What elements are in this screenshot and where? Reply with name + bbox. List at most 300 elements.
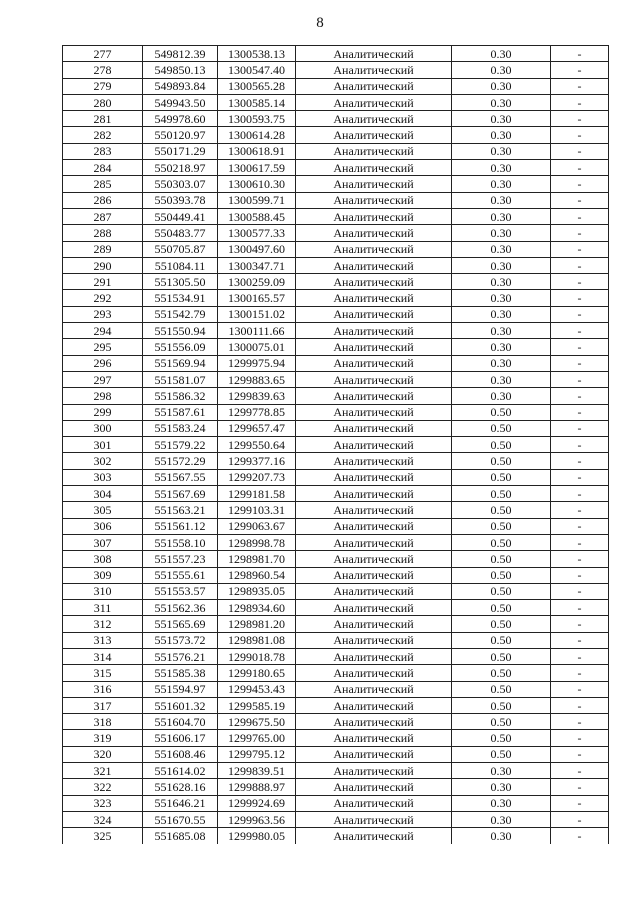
point-number-cell: 312 xyxy=(63,616,143,632)
note-cell: - xyxy=(551,62,609,78)
method-cell: Аналитический xyxy=(296,355,452,371)
y-coordinate-cell: 1300259.09 xyxy=(218,274,296,290)
y-coordinate-cell: 1300538.13 xyxy=(218,46,296,62)
method-cell: Аналитический xyxy=(296,828,452,844)
method-cell: Аналитический xyxy=(296,225,452,241)
accuracy-cell: 0.30 xyxy=(452,62,551,78)
accuracy-cell: 0.50 xyxy=(452,486,551,502)
table-row xyxy=(63,274,609,290)
y-coordinate-cell: 1298981.70 xyxy=(218,551,296,567)
x-coordinate-cell: 551542.79 xyxy=(143,306,218,322)
table-row xyxy=(63,127,609,143)
table-row xyxy=(63,241,609,257)
y-coordinate-cell: 1299795.12 xyxy=(218,746,296,762)
note-cell: - xyxy=(551,453,609,469)
note-cell: - xyxy=(551,46,609,62)
point-number-cell: 323 xyxy=(63,795,143,811)
point-number-cell: 298 xyxy=(63,388,143,404)
accuracy-cell: 0.50 xyxy=(452,502,551,518)
x-coordinate-cell: 551567.69 xyxy=(143,486,218,502)
x-coordinate-cell: 551562.36 xyxy=(143,600,218,616)
coordinates-table xyxy=(62,45,609,844)
x-coordinate-cell: 549812.39 xyxy=(143,46,218,62)
table-row xyxy=(63,795,609,811)
x-coordinate-cell: 551084.11 xyxy=(143,257,218,273)
x-coordinate-cell: 549893.84 xyxy=(143,78,218,94)
method-cell: Аналитический xyxy=(296,176,452,192)
table-row xyxy=(63,192,609,208)
y-coordinate-cell: 1299453.43 xyxy=(218,681,296,697)
point-number-cell: 283 xyxy=(63,143,143,159)
point-number-cell: 313 xyxy=(63,632,143,648)
accuracy-cell: 0.50 xyxy=(452,681,551,697)
point-number-cell: 307 xyxy=(63,534,143,550)
y-coordinate-cell: 1299675.50 xyxy=(218,714,296,730)
accuracy-cell: 0.50 xyxy=(452,518,551,534)
note-cell: - xyxy=(551,94,609,110)
x-coordinate-cell: 551555.61 xyxy=(143,567,218,583)
accuracy-cell: 0.50 xyxy=(452,616,551,632)
point-number-cell: 282 xyxy=(63,127,143,143)
table-row xyxy=(63,616,609,632)
table-row xyxy=(63,746,609,762)
note-cell: - xyxy=(551,257,609,273)
method-cell: Аналитический xyxy=(296,453,452,469)
x-coordinate-cell: 551670.55 xyxy=(143,811,218,827)
accuracy-cell: 0.30 xyxy=(452,828,551,844)
y-coordinate-cell: 1298935.05 xyxy=(218,583,296,599)
y-coordinate-cell: 1299839.63 xyxy=(218,388,296,404)
table-row xyxy=(63,78,609,94)
point-number-cell: 311 xyxy=(63,600,143,616)
method-cell: Аналитический xyxy=(296,241,452,257)
accuracy-cell: 0.50 xyxy=(452,648,551,664)
point-number-cell: 315 xyxy=(63,665,143,681)
table-row xyxy=(63,160,609,176)
note-cell: - xyxy=(551,437,609,453)
accuracy-cell: 0.30 xyxy=(452,241,551,257)
y-coordinate-cell: 1299888.97 xyxy=(218,779,296,795)
x-coordinate-cell: 551558.10 xyxy=(143,534,218,550)
x-coordinate-cell: 551567.55 xyxy=(143,469,218,485)
y-coordinate-cell: 1300075.01 xyxy=(218,339,296,355)
method-cell: Аналитический xyxy=(296,78,452,94)
method-cell: Аналитический xyxy=(296,437,452,453)
y-coordinate-cell: 1299103.31 xyxy=(218,502,296,518)
table-row xyxy=(63,290,609,306)
table-row xyxy=(63,502,609,518)
table-row xyxy=(63,257,609,273)
note-cell: - xyxy=(551,600,609,616)
y-coordinate-cell: 1299924.69 xyxy=(218,795,296,811)
note-cell: - xyxy=(551,404,609,420)
point-number-cell: 322 xyxy=(63,779,143,795)
point-number-cell: 284 xyxy=(63,160,143,176)
table-row xyxy=(63,486,609,502)
method-cell: Аналитический xyxy=(296,697,452,713)
note-cell: - xyxy=(551,714,609,730)
x-coordinate-cell: 551563.21 xyxy=(143,502,218,518)
y-coordinate-cell: 1300165.57 xyxy=(218,290,296,306)
accuracy-cell: 0.50 xyxy=(452,714,551,730)
y-coordinate-cell: 1299963.56 xyxy=(218,811,296,827)
point-number-cell: 293 xyxy=(63,306,143,322)
y-coordinate-cell: 1300347.71 xyxy=(218,257,296,273)
y-coordinate-cell: 1299975.94 xyxy=(218,355,296,371)
note-cell: - xyxy=(551,274,609,290)
accuracy-cell: 0.30 xyxy=(452,94,551,110)
accuracy-cell: 0.50 xyxy=(452,567,551,583)
point-number-cell: 280 xyxy=(63,94,143,110)
x-coordinate-cell: 551628.16 xyxy=(143,779,218,795)
table-row xyxy=(63,567,609,583)
x-coordinate-cell: 551646.21 xyxy=(143,795,218,811)
note-cell: - xyxy=(551,616,609,632)
point-number-cell: 319 xyxy=(63,730,143,746)
x-coordinate-cell: 551572.29 xyxy=(143,453,218,469)
accuracy-cell: 0.30 xyxy=(452,127,551,143)
note-cell: - xyxy=(551,697,609,713)
point-number-cell: 292 xyxy=(63,290,143,306)
accuracy-cell: 0.50 xyxy=(452,665,551,681)
y-coordinate-cell: 1299550.64 xyxy=(218,437,296,453)
accuracy-cell: 0.50 xyxy=(452,420,551,436)
point-number-cell: 287 xyxy=(63,208,143,224)
y-coordinate-cell: 1300593.75 xyxy=(218,111,296,127)
point-number-cell: 301 xyxy=(63,437,143,453)
accuracy-cell: 0.50 xyxy=(452,534,551,550)
accuracy-cell: 0.30 xyxy=(452,143,551,159)
accuracy-cell: 0.50 xyxy=(452,600,551,616)
x-coordinate-cell: 551573.72 xyxy=(143,632,218,648)
accuracy-cell: 0.50 xyxy=(452,551,551,567)
x-coordinate-cell: 551553.57 xyxy=(143,583,218,599)
method-cell: Аналитический xyxy=(296,746,452,762)
method-cell: Аналитический xyxy=(296,306,452,322)
table-row xyxy=(63,518,609,534)
point-number-cell: 304 xyxy=(63,486,143,502)
x-coordinate-cell: 551604.70 xyxy=(143,714,218,730)
note-cell: - xyxy=(551,323,609,339)
point-number-cell: 279 xyxy=(63,78,143,94)
y-coordinate-cell: 1299980.05 xyxy=(218,828,296,844)
point-number-cell: 309 xyxy=(63,567,143,583)
table-row xyxy=(63,811,609,827)
table-row xyxy=(63,404,609,420)
y-coordinate-cell: 1299018.78 xyxy=(218,648,296,664)
y-coordinate-cell: 1300111.66 xyxy=(218,323,296,339)
method-cell: Аналитический xyxy=(296,502,452,518)
y-coordinate-cell: 1300585.14 xyxy=(218,94,296,110)
method-cell: Аналитический xyxy=(296,274,452,290)
y-coordinate-cell: 1300610.30 xyxy=(218,176,296,192)
accuracy-cell: 0.50 xyxy=(452,437,551,453)
method-cell: Аналитический xyxy=(296,46,452,62)
x-coordinate-cell: 550393.78 xyxy=(143,192,218,208)
point-number-cell: 321 xyxy=(63,763,143,779)
table-row xyxy=(63,94,609,110)
point-number-cell: 286 xyxy=(63,192,143,208)
table-row xyxy=(63,632,609,648)
accuracy-cell: 0.30 xyxy=(452,795,551,811)
note-cell: - xyxy=(551,746,609,762)
method-cell: Аналитический xyxy=(296,534,452,550)
table-row xyxy=(63,143,609,159)
note-cell: - xyxy=(551,518,609,534)
note-cell: - xyxy=(551,225,609,241)
note-cell: - xyxy=(551,127,609,143)
y-coordinate-cell: 1299657.47 xyxy=(218,420,296,436)
table-row xyxy=(63,62,609,78)
table-row xyxy=(63,388,609,404)
point-number-cell: 305 xyxy=(63,502,143,518)
point-number-cell: 294 xyxy=(63,323,143,339)
method-cell: Аналитический xyxy=(296,160,452,176)
x-coordinate-cell: 551581.07 xyxy=(143,371,218,387)
point-number-cell: 291 xyxy=(63,274,143,290)
point-number-cell: 299 xyxy=(63,404,143,420)
accuracy-cell: 0.50 xyxy=(452,697,551,713)
method-cell: Аналитический xyxy=(296,616,452,632)
table-row xyxy=(63,551,609,567)
method-cell: Аналитический xyxy=(296,763,452,779)
x-coordinate-cell: 551557.23 xyxy=(143,551,218,567)
accuracy-cell: 0.30 xyxy=(452,225,551,241)
accuracy-cell: 0.30 xyxy=(452,779,551,795)
method-cell: Аналитический xyxy=(296,208,452,224)
table-row xyxy=(63,665,609,681)
table-row xyxy=(63,355,609,371)
method-cell: Аналитический xyxy=(296,404,452,420)
y-coordinate-cell: 1298960.54 xyxy=(218,567,296,583)
table-row xyxy=(63,583,609,599)
note-cell: - xyxy=(551,208,609,224)
note-cell: - xyxy=(551,681,609,697)
table-row xyxy=(63,697,609,713)
point-number-cell: 317 xyxy=(63,697,143,713)
x-coordinate-cell: 551606.17 xyxy=(143,730,218,746)
point-number-cell: 289 xyxy=(63,241,143,257)
method-cell: Аналитический xyxy=(296,811,452,827)
note-cell: - xyxy=(551,371,609,387)
y-coordinate-cell: 1300151.02 xyxy=(218,306,296,322)
point-number-cell: 308 xyxy=(63,551,143,567)
accuracy-cell: 0.50 xyxy=(452,746,551,762)
accuracy-cell: 0.30 xyxy=(452,388,551,404)
accuracy-cell: 0.30 xyxy=(452,78,551,94)
point-number-cell: 306 xyxy=(63,518,143,534)
table-row xyxy=(63,46,609,62)
method-cell: Аналитический xyxy=(296,551,452,567)
accuracy-cell: 0.30 xyxy=(452,339,551,355)
point-number-cell: 278 xyxy=(63,62,143,78)
point-number-cell: 324 xyxy=(63,811,143,827)
y-coordinate-cell: 1299063.67 xyxy=(218,518,296,534)
y-coordinate-cell: 1300588.45 xyxy=(218,208,296,224)
y-coordinate-cell: 1299839.51 xyxy=(218,763,296,779)
x-coordinate-cell: 550218.97 xyxy=(143,160,218,176)
page-number: 8 xyxy=(316,15,324,31)
accuracy-cell: 0.30 xyxy=(452,306,551,322)
accuracy-cell: 0.30 xyxy=(452,160,551,176)
x-coordinate-cell: 550120.97 xyxy=(143,127,218,143)
y-coordinate-cell: 1300614.28 xyxy=(218,127,296,143)
accuracy-cell: 0.50 xyxy=(452,730,551,746)
x-coordinate-cell: 551608.46 xyxy=(143,746,218,762)
table-row xyxy=(63,534,609,550)
point-number-cell: 300 xyxy=(63,420,143,436)
note-cell: - xyxy=(551,795,609,811)
x-coordinate-cell: 551565.69 xyxy=(143,616,218,632)
table-row xyxy=(63,111,609,127)
x-coordinate-cell: 551585.38 xyxy=(143,665,218,681)
method-cell: Аналитический xyxy=(296,323,452,339)
point-number-cell: 302 xyxy=(63,453,143,469)
x-coordinate-cell: 551569.94 xyxy=(143,355,218,371)
accuracy-cell: 0.30 xyxy=(452,355,551,371)
method-cell: Аналитический xyxy=(296,600,452,616)
y-coordinate-cell: 1299180.65 xyxy=(218,665,296,681)
table-row xyxy=(63,600,609,616)
accuracy-cell: 0.50 xyxy=(452,404,551,420)
x-coordinate-cell: 551305.50 xyxy=(143,274,218,290)
y-coordinate-cell: 1298981.08 xyxy=(218,632,296,648)
x-coordinate-cell: 551587.61 xyxy=(143,404,218,420)
table-row xyxy=(63,730,609,746)
note-cell: - xyxy=(551,176,609,192)
y-coordinate-cell: 1299585.19 xyxy=(218,697,296,713)
x-coordinate-cell: 551534.91 xyxy=(143,290,218,306)
method-cell: Аналитический xyxy=(296,94,452,110)
note-cell: - xyxy=(551,567,609,583)
accuracy-cell: 0.50 xyxy=(452,469,551,485)
point-number-cell: 297 xyxy=(63,371,143,387)
point-number-cell: 295 xyxy=(63,339,143,355)
point-number-cell: 310 xyxy=(63,583,143,599)
x-coordinate-cell: 550449.41 xyxy=(143,208,218,224)
y-coordinate-cell: 1299207.73 xyxy=(218,469,296,485)
method-cell: Аналитический xyxy=(296,62,452,78)
method-cell: Аналитический xyxy=(296,583,452,599)
point-number-cell: 277 xyxy=(63,46,143,62)
accuracy-cell: 0.30 xyxy=(452,323,551,339)
x-coordinate-cell: 550171.29 xyxy=(143,143,218,159)
note-cell: - xyxy=(551,355,609,371)
method-cell: Аналитический xyxy=(296,127,452,143)
method-cell: Аналитический xyxy=(296,371,452,387)
note-cell: - xyxy=(551,811,609,827)
y-coordinate-cell: 1299765.00 xyxy=(218,730,296,746)
point-number-cell: 320 xyxy=(63,746,143,762)
accuracy-cell: 0.30 xyxy=(452,290,551,306)
method-cell: Аналитический xyxy=(296,111,452,127)
x-coordinate-cell: 550303.07 xyxy=(143,176,218,192)
y-coordinate-cell: 1300497.60 xyxy=(218,241,296,257)
accuracy-cell: 0.30 xyxy=(452,111,551,127)
point-number-cell: 288 xyxy=(63,225,143,241)
note-cell: - xyxy=(551,143,609,159)
point-number-cell: 314 xyxy=(63,648,143,664)
y-coordinate-cell: 1299181.58 xyxy=(218,486,296,502)
y-coordinate-cell: 1298981.20 xyxy=(218,616,296,632)
table-row xyxy=(63,828,609,844)
note-cell: - xyxy=(551,763,609,779)
y-coordinate-cell: 1300547.40 xyxy=(218,62,296,78)
accuracy-cell: 0.30 xyxy=(452,46,551,62)
point-number-cell: 281 xyxy=(63,111,143,127)
y-coordinate-cell: 1300565.28 xyxy=(218,78,296,94)
table-row xyxy=(63,339,609,355)
method-cell: Аналитический xyxy=(296,518,452,534)
note-cell: - xyxy=(551,306,609,322)
point-number-cell: 316 xyxy=(63,681,143,697)
x-coordinate-cell: 550705.87 xyxy=(143,241,218,257)
accuracy-cell: 0.30 xyxy=(452,763,551,779)
x-coordinate-cell: 551583.24 xyxy=(143,420,218,436)
note-cell: - xyxy=(551,583,609,599)
note-cell: - xyxy=(551,339,609,355)
method-cell: Аналитический xyxy=(296,192,452,208)
note-cell: - xyxy=(551,730,609,746)
accuracy-cell: 0.30 xyxy=(452,274,551,290)
note-cell: - xyxy=(551,420,609,436)
note-cell: - xyxy=(551,648,609,664)
method-cell: Аналитический xyxy=(296,795,452,811)
table-row xyxy=(63,176,609,192)
table-row xyxy=(63,453,609,469)
method-cell: Аналитический xyxy=(296,143,452,159)
table-row xyxy=(63,469,609,485)
accuracy-cell: 0.30 xyxy=(452,192,551,208)
x-coordinate-cell: 551586.32 xyxy=(143,388,218,404)
table-row xyxy=(63,371,609,387)
x-coordinate-cell: 551550.94 xyxy=(143,323,218,339)
accuracy-cell: 0.30 xyxy=(452,208,551,224)
note-cell: - xyxy=(551,502,609,518)
method-cell: Аналитический xyxy=(296,648,452,664)
accuracy-cell: 0.30 xyxy=(452,257,551,273)
x-coordinate-cell: 551685.08 xyxy=(143,828,218,844)
method-cell: Аналитический xyxy=(296,486,452,502)
y-coordinate-cell: 1300617.59 xyxy=(218,160,296,176)
method-cell: Аналитический xyxy=(296,681,452,697)
accuracy-cell: 0.50 xyxy=(452,453,551,469)
point-number-cell: 296 xyxy=(63,355,143,371)
method-cell: Аналитический xyxy=(296,469,452,485)
x-coordinate-cell: 551614.02 xyxy=(143,763,218,779)
note-cell: - xyxy=(551,78,609,94)
table-row xyxy=(63,225,609,241)
table-row xyxy=(63,648,609,664)
method-cell: Аналитический xyxy=(296,632,452,648)
x-coordinate-cell: 549978.60 xyxy=(143,111,218,127)
note-cell: - xyxy=(551,828,609,844)
x-coordinate-cell: 549850.13 xyxy=(143,62,218,78)
y-coordinate-cell: 1300599.71 xyxy=(218,192,296,208)
x-coordinate-cell: 550483.77 xyxy=(143,225,218,241)
note-cell: - xyxy=(551,192,609,208)
accuracy-cell: 0.50 xyxy=(452,583,551,599)
note-cell: - xyxy=(551,290,609,306)
method-cell: Аналитический xyxy=(296,257,452,273)
table-row xyxy=(63,763,609,779)
method-cell: Аналитический xyxy=(296,339,452,355)
point-number-cell: 303 xyxy=(63,469,143,485)
accuracy-cell: 0.50 xyxy=(452,632,551,648)
x-coordinate-cell: 551556.09 xyxy=(143,339,218,355)
note-cell: - xyxy=(551,241,609,257)
method-cell: Аналитический xyxy=(296,714,452,730)
